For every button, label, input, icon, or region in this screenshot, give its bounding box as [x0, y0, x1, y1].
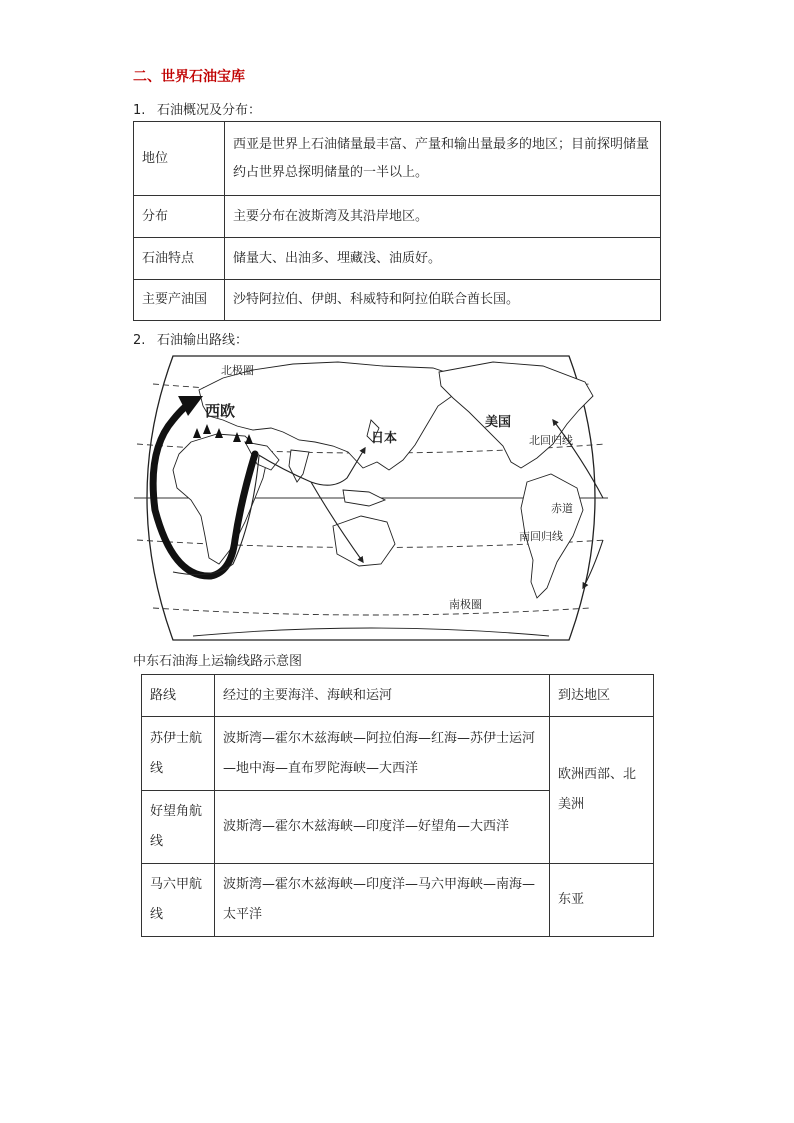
oil-overview-table [133, 121, 661, 321]
route-destination: 东亚 [550, 864, 654, 937]
row-value: 储量大、出油多、埋藏浅、油质好。 [225, 238, 661, 280]
label-arctic: 北极圈 [221, 364, 254, 377]
header-cell: 经过的主要海洋、海峡和运河 [215, 675, 550, 717]
header-cell: 路线 [142, 675, 215, 717]
section-title: 二、世界石油宝库 [133, 69, 245, 85]
label-japan: 日本 [371, 431, 398, 446]
table-row [134, 280, 661, 321]
label-usa: 美国 [485, 415, 512, 430]
map-caption: 中东石油海上运输线路示意图 [133, 654, 303, 669]
row-value: 主要分布在波斯湾及其沿岸地区。 [225, 196, 661, 238]
row-key: 分布 [134, 196, 225, 238]
route-name: 好望角航线 [142, 791, 215, 864]
row-key: 地位 [134, 122, 225, 196]
row-key: 主要产油国 [134, 280, 225, 321]
route-destination: 欧洲西部、北美洲 [550, 717, 654, 864]
item-1-number: 1. [133, 103, 146, 118]
header-cell: 到达地区 [550, 675, 654, 717]
item-1-text: 石油概况及分布： [157, 103, 262, 118]
table-row [134, 196, 661, 238]
row-key: 石油特点 [134, 238, 225, 280]
label-equator: 赤道 [551, 502, 573, 515]
route-path: 波斯湾—霍尔木兹海峡—印度洋—好望角—大西洋 [215, 791, 550, 864]
item-2-text: 石油输出路线： [157, 333, 249, 348]
label-tropic-capricorn: 南回归线 [519, 530, 563, 543]
label-west-europe: 西欧 [205, 402, 236, 420]
row-value: 沙特阿拉伯、伊朗、科威特和阿拉伯联合酋长国。 [225, 280, 661, 321]
table-row [134, 238, 661, 280]
table-row [134, 122, 661, 196]
table-row [142, 864, 654, 937]
item-2-number: 2. [133, 333, 146, 348]
row-value: 西亚是世界上石油储量最丰富、产量和输出量最多的地区；目前探明储量约占世界总探明储量的一半以上。 [225, 122, 661, 196]
oil-routes-table [141, 674, 654, 937]
table-header-row [142, 675, 654, 717]
item-2 [133, 329, 248, 348]
oil-route-map [133, 350, 609, 644]
route-name: 苏伊士航线 [142, 717, 215, 791]
table-row [142, 717, 654, 791]
route-path: 波斯湾—霍尔木兹海峡—阿拉伯海—红海—苏伊士运河—地中海—直布罗陀海峡—大西洋 [215, 717, 550, 791]
item-1 [133, 99, 261, 118]
label-tropic-cancer: 北回归线 [529, 434, 573, 447]
route-name: 马六甲航线 [142, 864, 215, 937]
route-path: 波斯湾—霍尔木兹海峡—印度洋—马六甲海峡—南海—太平洋 [215, 864, 550, 937]
label-antarctic: 南极圈 [449, 598, 482, 611]
